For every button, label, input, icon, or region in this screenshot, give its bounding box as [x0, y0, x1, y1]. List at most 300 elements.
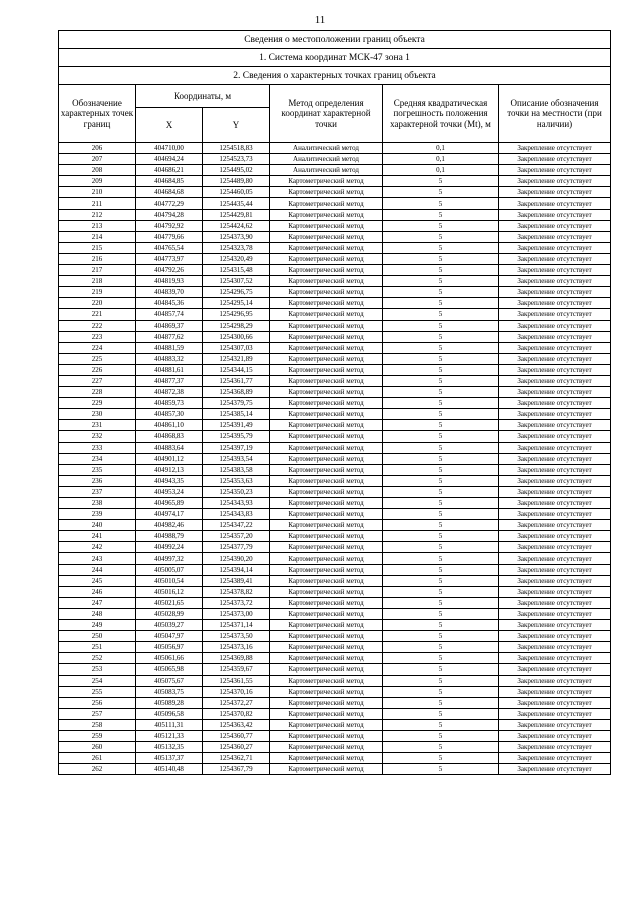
cell-point: 225 [59, 353, 136, 364]
cell-description: Закрепление отсутствует [499, 542, 611, 553]
cell-point: 261 [59, 753, 136, 764]
cell-error: 0,1 [383, 165, 499, 176]
cell-method: Картометрический метод [270, 730, 383, 741]
cell-point: 236 [59, 475, 136, 486]
cell-method: Картометрический метод [270, 420, 383, 431]
cell-error: 5 [383, 242, 499, 253]
cell-method: Картометрический метод [270, 686, 383, 697]
cell-description: Закрепление отсутствует [499, 620, 611, 631]
cell-method: Картометрический метод [270, 620, 383, 631]
cell-method: Картометрический метод [270, 198, 383, 209]
cell-y: 1254323,78 [203, 242, 270, 253]
table-body [59, 143, 611, 775]
cell-error: 5 [383, 531, 499, 542]
cell-x: 405005,07 [136, 564, 203, 575]
cell-method: Аналитический метод [270, 143, 383, 154]
cell-point: 233 [59, 442, 136, 453]
cell-description: Закрепление отсутствует [499, 276, 611, 287]
cell-y: 1254377,79 [203, 542, 270, 553]
cell-x: 405061,66 [136, 653, 203, 664]
cell-y: 1254357,20 [203, 531, 270, 542]
cell-error: 5 [383, 675, 499, 686]
cell-x: 404953,24 [136, 486, 203, 497]
cell-y: 1254371,14 [203, 620, 270, 631]
cell-method: Картометрический метод [270, 553, 383, 564]
cell-point: 255 [59, 686, 136, 697]
cell-error: 5 [383, 620, 499, 631]
cell-error: 5 [383, 253, 499, 264]
cell-method: Картометрический метод [270, 453, 383, 464]
table-row [59, 697, 611, 708]
points-section-title: 2. Сведения о характерных точках границ объекта [59, 67, 611, 85]
cell-method: Картометрический метод [270, 298, 383, 309]
cell-x: 404872,38 [136, 387, 203, 398]
cell-point: 226 [59, 364, 136, 375]
cell-method: Картометрический метод [270, 187, 383, 198]
cell-y: 1254391,49 [203, 420, 270, 431]
page-number: 11 [314, 14, 326, 26]
cell-method: Картометрический метод [270, 653, 383, 664]
cell-x: 405016,12 [136, 586, 203, 597]
cell-y: 1254361,55 [203, 675, 270, 686]
section-title: Сведения о местоположении границ объекта [59, 31, 611, 49]
table-row [59, 675, 611, 686]
cell-point: 248 [59, 608, 136, 619]
cell-description: Закрепление отсутствует [499, 398, 611, 409]
cell-description: Закрепление отсутствует [499, 442, 611, 453]
cell-point: 245 [59, 575, 136, 586]
cell-description: Закрепление отсутствует [499, 431, 611, 442]
cell-x: 405140,48 [136, 764, 203, 775]
cell-error: 5 [383, 176, 499, 187]
cell-y: 1254307,52 [203, 276, 270, 287]
cell-point: 219 [59, 287, 136, 298]
cell-method: Картометрический метод [270, 442, 383, 453]
cell-y: 1254363,42 [203, 719, 270, 730]
cell-error: 5 [383, 708, 499, 719]
cell-point: 262 [59, 764, 136, 775]
cell-error: 5 [383, 442, 499, 453]
cell-x: 404912,13 [136, 464, 203, 475]
table-row [59, 498, 611, 509]
cell-method: Картометрический метод [270, 331, 383, 342]
boundary-points-table [58, 30, 611, 775]
cell-method: Картометрический метод [270, 564, 383, 575]
cell-description: Закрепление отсутствует [499, 675, 611, 686]
cell-point: 231 [59, 420, 136, 431]
cell-x: 404965,89 [136, 498, 203, 509]
cell-y: 1254373,50 [203, 631, 270, 642]
cell-error: 5 [383, 331, 499, 342]
cell-method: Картометрический метод [270, 520, 383, 531]
cell-point: 227 [59, 375, 136, 386]
cell-error: 5 [383, 420, 499, 431]
cell-point: 232 [59, 431, 136, 442]
table-row [59, 642, 611, 653]
cell-error: 5 [383, 742, 499, 753]
cell-error: 5 [383, 209, 499, 220]
cell-error: 5 [383, 375, 499, 386]
cell-point: 250 [59, 631, 136, 642]
table-row [59, 564, 611, 575]
cell-error: 5 [383, 187, 499, 198]
cell-description: Закрепление отсутствует [499, 409, 611, 420]
cell-description: Закрепление отсутствует [499, 154, 611, 165]
cell-method: Картометрический метод [270, 664, 383, 675]
table-row [59, 242, 611, 253]
cell-error: 5 [383, 509, 499, 520]
cell-y: 1254372,27 [203, 697, 270, 708]
cell-method: Картометрический метод [270, 375, 383, 386]
cell-y: 1254389,41 [203, 575, 270, 586]
cell-method: Картометрический метод [270, 231, 383, 242]
cell-description: Закрепление отсутствует [499, 597, 611, 608]
cell-error: 5 [383, 697, 499, 708]
cell-x: 405021,65 [136, 597, 203, 608]
cell-x: 404839,70 [136, 287, 203, 298]
table-row [59, 387, 611, 398]
cell-description: Закрепление отсутствует [499, 364, 611, 375]
cell-point: 243 [59, 553, 136, 564]
cell-point: 220 [59, 298, 136, 309]
cell-point: 260 [59, 742, 136, 753]
cell-error: 5 [383, 464, 499, 475]
cell-error: 5 [383, 353, 499, 364]
cell-method: Картометрический метод [270, 265, 383, 276]
cell-error: 5 [383, 409, 499, 420]
cell-description: Закрепление отсутствует [499, 298, 611, 309]
cell-x: 404883,32 [136, 353, 203, 364]
cell-method: Картометрический метод [270, 697, 383, 708]
cell-x: 404857,30 [136, 409, 203, 420]
cell-error: 5 [383, 631, 499, 642]
cell-x: 405083,75 [136, 686, 203, 697]
header-x: X [136, 108, 203, 143]
cell-y: 1254370,82 [203, 708, 270, 719]
cell-point: 207 [59, 154, 136, 165]
cell-error: 5 [383, 575, 499, 586]
cell-method: Картометрический метод [270, 253, 383, 264]
cell-description: Закрепление отсутствует [499, 708, 611, 719]
table-row [59, 653, 611, 664]
header-coordinates: Координаты, м [136, 85, 270, 108]
coordinate-system-title: 1. Система координат МСК-47 зона 1 [59, 49, 611, 67]
cell-error: 5 [383, 586, 499, 597]
cell-y: 1254394,14 [203, 564, 270, 575]
cell-description: Закрепление отсутствует [499, 387, 611, 398]
table-row [59, 453, 611, 464]
cell-point: 240 [59, 520, 136, 531]
table-row [59, 353, 611, 364]
table-row [59, 298, 611, 309]
table-row [59, 542, 611, 553]
cell-error: 5 [383, 686, 499, 697]
table-row [59, 154, 611, 165]
cell-error: 5 [383, 298, 499, 309]
cell-description: Закрепление отсутствует [499, 176, 611, 187]
cell-x: 405111,31 [136, 719, 203, 730]
cell-description: Закрепление отсутствует [499, 697, 611, 708]
cell-error: 5 [383, 276, 499, 287]
cell-description: Закрепление отсутствует [499, 520, 611, 531]
cell-description: Закрепление отсутствует [499, 198, 611, 209]
cell-y: 1254397,19 [203, 442, 270, 453]
cell-description: Закрепление отсутствует [499, 509, 611, 520]
cell-method: Картометрический метод [270, 597, 383, 608]
cell-y: 1254315,48 [203, 265, 270, 276]
cell-method: Картометрический метод [270, 276, 383, 287]
cell-x: 405056,97 [136, 642, 203, 653]
cell-x: 404877,37 [136, 375, 203, 386]
cell-method: Картометрический метод [270, 575, 383, 586]
cell-point: 214 [59, 231, 136, 242]
cell-description: Закрепление отсутствует [499, 664, 611, 675]
cell-method: Картометрический метод [270, 586, 383, 597]
cell-y: 1254523,73 [203, 154, 270, 165]
cell-method: Картометрический метод [270, 364, 383, 375]
cell-description: Закрепление отсутствует [499, 742, 611, 753]
cell-description: Закрепление отсутствует [499, 486, 611, 497]
cell-point: 252 [59, 653, 136, 664]
cell-point: 238 [59, 498, 136, 509]
cell-description: Закрепление отсутствует [499, 231, 611, 242]
cell-x: 404868,83 [136, 431, 203, 442]
cell-x: 404684,85 [136, 176, 203, 187]
cell-method: Картометрический метод [270, 608, 383, 619]
cell-point: 230 [59, 409, 136, 420]
cell-point: 206 [59, 143, 136, 154]
cell-error: 5 [383, 220, 499, 231]
cell-x: 404881,59 [136, 342, 203, 353]
cell-y: 1254359,67 [203, 664, 270, 675]
cell-x: 404819,93 [136, 276, 203, 287]
cell-error: 5 [383, 309, 499, 320]
cell-x: 404997,32 [136, 553, 203, 564]
cell-x: 404773,97 [136, 253, 203, 264]
cell-point: 218 [59, 276, 136, 287]
cell-x: 405137,37 [136, 753, 203, 764]
table-row [59, 176, 611, 187]
table-row [59, 486, 611, 497]
table-row [59, 231, 611, 242]
cell-point: 208 [59, 165, 136, 176]
table-row [59, 320, 611, 331]
cell-error: 5 [383, 542, 499, 553]
cell-x: 405028,99 [136, 608, 203, 619]
table-row [59, 375, 611, 386]
cell-method: Картометрический метод [270, 742, 383, 753]
cell-error: 5 [383, 642, 499, 653]
cell-description: Закрепление отсутствует [499, 498, 611, 509]
table-row [59, 442, 611, 453]
header-point-designation: Обозначение характерных точек границ [59, 85, 136, 143]
cell-y: 1254489,80 [203, 176, 270, 187]
cell-point: 247 [59, 597, 136, 608]
cell-x: 404779,66 [136, 231, 203, 242]
cell-description: Закрепление отсутствует [499, 686, 611, 697]
cell-y: 1254429,81 [203, 209, 270, 220]
cell-y: 1254518,83 [203, 143, 270, 154]
cell-x: 404988,79 [136, 531, 203, 542]
cell-y: 1254395,79 [203, 431, 270, 442]
cell-x: 404877,62 [136, 331, 203, 342]
cell-method: Картометрический метод [270, 409, 383, 420]
cell-description: Закрепление отсутствует [499, 309, 611, 320]
cell-x: 404765,54 [136, 242, 203, 253]
cell-method: Картометрический метод [270, 675, 383, 686]
cell-error: 5 [383, 553, 499, 564]
table-row [59, 764, 611, 775]
cell-description: Закрепление отсутствует [499, 375, 611, 386]
cell-description: Закрепление отсутствует [499, 719, 611, 730]
cell-method: Картометрический метод [270, 209, 383, 220]
cell-point: 223 [59, 331, 136, 342]
cell-y: 1254385,14 [203, 409, 270, 420]
cell-method: Картометрический метод [270, 242, 383, 253]
cell-method: Картометрический метод [270, 719, 383, 730]
cell-error: 5 [383, 520, 499, 531]
cell-point: 246 [59, 586, 136, 597]
cell-method: Аналитический метод [270, 165, 383, 176]
cell-description: Закрепление отсутствует [499, 187, 611, 198]
cell-description: Закрепление отсутствует [499, 764, 611, 775]
cell-method: Картометрический метод [270, 309, 383, 320]
cell-y: 1254378,82 [203, 586, 270, 597]
cell-method: Картометрический метод [270, 176, 383, 187]
cell-error: 5 [383, 564, 499, 575]
cell-point: 228 [59, 387, 136, 398]
cell-y: 1254350,23 [203, 486, 270, 497]
cell-y: 1254296,95 [203, 309, 270, 320]
table-row [59, 575, 611, 586]
cell-y: 1254321,89 [203, 353, 270, 364]
table-row [59, 509, 611, 520]
cell-x: 405089,28 [136, 697, 203, 708]
cell-y: 1254343,83 [203, 509, 270, 520]
cell-error: 5 [383, 486, 499, 497]
cell-point: 239 [59, 509, 136, 520]
cell-x: 405065,98 [136, 664, 203, 675]
cell-y: 1254300,66 [203, 331, 270, 342]
cell-x: 404859,73 [136, 398, 203, 409]
table-row [59, 753, 611, 764]
cell-error: 5 [383, 431, 499, 442]
cell-description: Закрепление отсутствует [499, 353, 611, 364]
cell-point: 254 [59, 675, 136, 686]
cell-y: 1254367,79 [203, 764, 270, 775]
cell-description: Закрепление отсутствует [499, 564, 611, 575]
cell-description: Закрепление отсутствует [499, 608, 611, 619]
cell-point: 258 [59, 719, 136, 730]
table-row [59, 553, 611, 564]
cell-point: 253 [59, 664, 136, 675]
cell-y: 1254360,77 [203, 730, 270, 741]
cell-method: Картометрический метод [270, 387, 383, 398]
cell-y: 1254298,29 [203, 320, 270, 331]
cell-method: Картометрический метод [270, 509, 383, 520]
header-description: Описание обозначения точки на местности (при наличии) [499, 85, 611, 143]
cell-point: 242 [59, 542, 136, 553]
cell-point: 213 [59, 220, 136, 231]
cell-x: 404883,64 [136, 442, 203, 453]
cell-error: 5 [383, 320, 499, 331]
cell-x: 404684,68 [136, 187, 203, 198]
cell-error: 5 [383, 265, 499, 276]
cell-point: 241 [59, 531, 136, 542]
table-row [59, 608, 611, 619]
cell-error: 5 [383, 719, 499, 730]
cell-method: Картометрический метод [270, 642, 383, 653]
header-error: Средняя квадратическая погрешность положения характерной точки (Mt), м [383, 85, 499, 143]
cell-method: Картометрический метод [270, 531, 383, 542]
table-row [59, 730, 611, 741]
cell-y: 1254362,71 [203, 753, 270, 764]
cell-error: 5 [383, 764, 499, 775]
cell-y: 1254460,05 [203, 187, 270, 198]
cell-method: Картометрический метод [270, 353, 383, 364]
table-row [59, 265, 611, 276]
cell-description: Закрепление отсутствует [499, 464, 611, 475]
cell-y: 1254368,89 [203, 387, 270, 398]
cell-description: Закрепление отсутствует [499, 320, 611, 331]
cell-y: 1254320,49 [203, 253, 270, 264]
cell-y: 1254424,62 [203, 220, 270, 231]
table-row [59, 165, 611, 176]
cell-error: 5 [383, 475, 499, 486]
cell-y: 1254393,54 [203, 453, 270, 464]
cell-x: 404794,28 [136, 209, 203, 220]
cell-point: 209 [59, 176, 136, 187]
cell-method: Картометрический метод [270, 464, 383, 475]
cell-method: Картометрический метод [270, 764, 383, 775]
cell-point: 222 [59, 320, 136, 331]
cell-method: Картометрический метод [270, 486, 383, 497]
cell-y: 1254343,93 [203, 498, 270, 509]
cell-error: 0,1 [383, 143, 499, 154]
cell-x: 404845,36 [136, 298, 203, 309]
cell-y: 1254379,75 [203, 398, 270, 409]
cell-x: 404710,00 [136, 143, 203, 154]
table-row [59, 276, 611, 287]
cell-description: Закрепление отсутствует [499, 653, 611, 664]
cell-point: 229 [59, 398, 136, 409]
table-row [59, 742, 611, 753]
table-row [59, 331, 611, 342]
cell-error: 5 [383, 231, 499, 242]
cell-method: Картометрический метод [270, 631, 383, 642]
cell-point: 249 [59, 620, 136, 631]
cell-point: 259 [59, 730, 136, 741]
cell-method: Картометрический метод [270, 398, 383, 409]
table-row [59, 409, 611, 420]
cell-description: Закрепление отсутствует [499, 575, 611, 586]
cell-x: 404974,17 [136, 509, 203, 520]
cell-point: 212 [59, 209, 136, 220]
cell-point: 234 [59, 453, 136, 464]
table-row [59, 187, 611, 198]
cell-method: Картометрический метод [270, 342, 383, 353]
cell-x: 405039,27 [136, 620, 203, 631]
cell-description: Закрепление отсутствует [499, 165, 611, 176]
cell-point: 215 [59, 242, 136, 253]
cell-method: Картометрический метод [270, 220, 383, 231]
cell-error: 5 [383, 453, 499, 464]
cell-point: 235 [59, 464, 136, 475]
cell-point: 251 [59, 642, 136, 653]
cell-x: 405132,35 [136, 742, 203, 753]
table-row [59, 398, 611, 409]
table-row [59, 209, 611, 220]
